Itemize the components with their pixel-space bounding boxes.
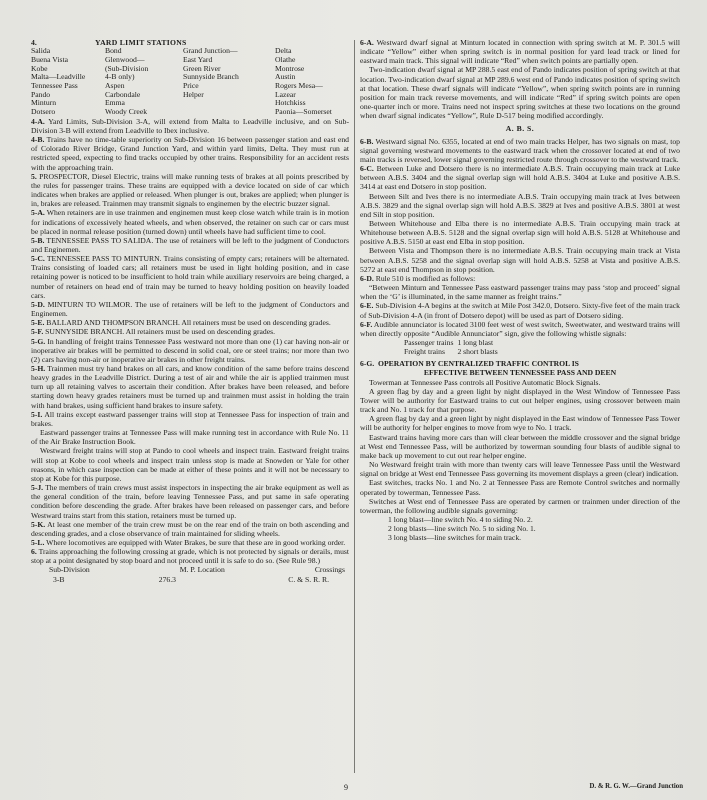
paragraph-text: Between Luke and Dotsero there is no intermediate A.B.S. Train occupying main track at Luke between A.B.S. 3404 and the signal overlap sign will hold A.B.S. 3404 at Luke and positive A.B.S. 3414 at east end Dotsero in stop position. bbox=[360, 164, 680, 192]
paragraph-text: TENNESSEE PASS TO SALIDA. The use of retainers will be left to the judgment of Conductors and Enginemen. bbox=[31, 235, 349, 254]
whistle-train-type: Freight trains bbox=[404, 347, 445, 357]
paragraph bbox=[31, 208, 349, 235]
paragraph-label: 5-A. bbox=[31, 208, 45, 218]
paragraph-label: 5-J. bbox=[31, 483, 44, 493]
yard-station: Minturn bbox=[31, 98, 57, 108]
yard-station: Lazear bbox=[275, 89, 296, 99]
paragraph-label: 6-B. bbox=[360, 136, 374, 146]
yard-station: Aspen bbox=[105, 80, 125, 90]
whistle-train-type: Passenger trains bbox=[404, 338, 454, 347]
yard-station: Green River bbox=[183, 63, 221, 73]
paragraph bbox=[31, 337, 349, 364]
yard-station: Tennessee Pass bbox=[31, 80, 78, 90]
paragraph-text: At least one member of the train crew must be on the rear end of the train on both ascending and descending grades, and a close observance of train maintained for sliding wheels. bbox=[31, 519, 349, 538]
yard-station: Rogers Mesa— bbox=[275, 80, 323, 90]
yard-limit-title: YARD LIMIT STATIONS bbox=[95, 38, 187, 47]
yard-station: Glenwood— bbox=[105, 54, 145, 64]
yard-station: Dotsero bbox=[31, 107, 56, 117]
paragraph-label: 6-D. bbox=[360, 273, 374, 283]
ctc-blast-item: 2 long blasts—line switch No. 5 to siding No. 1. bbox=[388, 524, 536, 534]
yard-station: Bond bbox=[105, 46, 122, 56]
yard-limit-stations-table bbox=[31, 47, 349, 117]
abs-heading: A. B. S. bbox=[505, 124, 535, 134]
paragraph bbox=[360, 65, 680, 120]
paragraph bbox=[31, 300, 349, 318]
paragraph bbox=[31, 236, 349, 254]
paragraph-label: 6-F. bbox=[360, 319, 373, 329]
whistle-signals-table bbox=[404, 338, 502, 356]
yard-station: Malta—Leadville bbox=[31, 72, 86, 82]
ctc-blast-list bbox=[360, 515, 680, 542]
ctc-paragraph: No Westward freight train with more than twenty cars will leave Tennessee Pass until the Westward signal on bridge at West end Tennessee Pass governing its movement displays a green (clear) indication. bbox=[360, 460, 680, 479]
paragraph-text: Trains approaching the following crossing at grade, which is not protected by signals or derails, must stop at a point designated by stop board and not proceed until it is safe to do so. (See Rule 98.) bbox=[31, 547, 349, 566]
ctc-heading bbox=[360, 359, 680, 368]
paragraph bbox=[360, 219, 680, 246]
yard-station: Montrose bbox=[275, 63, 305, 73]
right-column bbox=[360, 38, 680, 542]
ctc-paragraph: Eastward trains having more cars than will clear between the middle crossover and the signal bridge at West end Tennessee Pass, will be authorized by towerman sounding four blasts of audible signal to make back up movement to cut out rear helper engine. bbox=[360, 432, 680, 460]
paragraph-label: 5-B. bbox=[31, 235, 45, 245]
paragraph-text: PROSPECTOR, Diesel Electric, trains will make running tests of brakes at all points prescribed by the rules for passenger trains. These trains are equipped with a device located on side of car which indicates when brakes are applied or released. When plunger is out, brakes are applied; when plunger is in, brakes are released. Trainmen may transmit signals to enginemen by the electric buzzer signal. bbox=[31, 171, 349, 209]
paragraph-label: 6-E. bbox=[360, 301, 374, 311]
paragraph-text: Rule 510 is modified as follows: bbox=[375, 273, 476, 283]
paragraph-text: All trains except eastward passenger trains will stop at Tennessee Pass for inspection of train and brakes. bbox=[31, 409, 349, 428]
paragraph-label: 6-C. bbox=[360, 164, 374, 174]
yard-station: Woody Creek bbox=[105, 107, 148, 117]
paragraph-text: Between Vista and Thompson there is no intermediate A.B.S. Train occupying main track at Vista between A.B.S. 5258 and the signal overlap sign will hold A.B.S. 5258 at Vista and positive A.B.S. 5272 at east end Thompson in stop position. bbox=[360, 246, 680, 274]
paragraph bbox=[360, 192, 680, 219]
yard-station: (Sub-Division bbox=[105, 63, 149, 73]
paragraph-label: 5-F. bbox=[31, 327, 44, 337]
yard-station: 4-B only) bbox=[105, 72, 135, 82]
paragraph-text: TENNESSEE PASS TO MINTURN. Trains consisting of empty cars; retainers will be alternated. Trains consisting of loaded cars; all retainers must be used in light holding position, and in case retaining power is noticed to be insufficient to hold train while auxiliary reservoirs are being charged, a number of retainers on head end of train may be turned to heavy holding position on heavily loaded cars. bbox=[31, 254, 349, 300]
paragraph-text: Trains have no time-table superiority on Sub-Division 16 between passenger station and east end of Colorado River Bridge, Grand Junction Yard, and within yard limits, Delta. They must run at restricted speed, expecting to find tracks occupied by other trains. Responsibility for an accident rests with the approaching train. bbox=[31, 135, 349, 172]
crossing-header-crossings: Crossings bbox=[314, 565, 345, 575]
crossing-mp: 276.3 bbox=[158, 574, 176, 584]
ctc-section bbox=[360, 359, 680, 542]
paragraph bbox=[31, 483, 349, 520]
paragraph bbox=[31, 446, 349, 483]
paragraph-text: Two-indication dwarf signal at MP 288.5 east end of Pando indicates position of spring switch at that location. Two-indication dwarf signal at MP 289.6 west end of Pando indicates position of spring switch at that location. These dwarf signals will indicate “Yellow”, when spring switch points are in running position for main track reverse movements, and will indicate “Red” if spring switch points are open one-quarter inch or more. Trains need not inspect spring switches at these two locations on the ground when dwarf signal indicates “Yellow”, Rule D-517 being modified accordingly. bbox=[360, 65, 680, 121]
paragraph bbox=[31, 520, 349, 538]
yard-station: Hotchkiss bbox=[275, 98, 306, 108]
paragraph bbox=[31, 318, 349, 327]
yard-station bbox=[183, 108, 275, 117]
ctc-paragraph: Towerman at Tennessee Pass controls all Positive Automatic Block Signals. bbox=[369, 377, 601, 387]
paragraph-text: BALLARD AND THOMPSON BRANCH. All retainers must be used on descending grades. bbox=[46, 318, 331, 328]
paragraph-text: The members of train crews must assist inspectors in inspecting the air brake equipment as well as the general condition of the train, before leaving Tennessee Pass, and put same in safe operating condition before descending the grade. After brakes have been released on passenger cars, and before Westward trains start from this station, retainers must be turned up. bbox=[31, 483, 349, 520]
column-divider bbox=[354, 40, 355, 773]
yard-station: Grand Junction— bbox=[183, 46, 238, 56]
paragraph bbox=[31, 117, 349, 135]
paragraph-text: “Between Minturn and Tennessee Pass eastward passenger trains may pass ‘stop and proceed’ signal when the ‘G’ is illuminated, in the same manner as freight trains.” bbox=[360, 283, 680, 302]
yard-station: Kobe bbox=[31, 63, 48, 73]
ctc-paragraph: A green flag by day and a green light by night displayed in the East window of Tennessee Pass Tower will be authority for helper engines to move from wye to No. 1 track. bbox=[360, 414, 680, 433]
ctc-title-line1: OPERATION BY CENTRALIZED TRAFFIC CONTROL IS bbox=[378, 359, 579, 369]
right-paragraphs-a bbox=[360, 38, 680, 120]
paragraph-text: Trainmen must try hand brakes on all cars, and know condition of the same before trains descend heavy grades in the Leadville District. During a test of air and while the air is applied trainmen must turn up all retaining valves to ascertain their condition. After brakes have been released, and before starting down heavy grades retainers must be turned up and trainmen must assist in holding the train with hand brakes, using sufficient hand brakes to insure safety. bbox=[31, 364, 349, 410]
paragraph bbox=[360, 38, 680, 65]
paragraph-text: Where locomotives are equipped with Water Brakes, be sure that these are in good working order. bbox=[46, 537, 346, 547]
section-number: 4. bbox=[31, 38, 37, 47]
paragraph bbox=[31, 254, 349, 300]
crossing-values bbox=[31, 575, 349, 584]
paragraph-label: 5-L. bbox=[31, 537, 45, 547]
ctc-paragraph: East switches, tracks No. 1 and No. 2 at Tennessee Pass are Remote Control switches and normally operated by towerman, Tennessee Pass. bbox=[360, 478, 680, 497]
whistle-row bbox=[404, 338, 502, 347]
yard-station: Sunnyside Branch bbox=[183, 72, 239, 82]
paragraph-text: In handling of freight trains Tennessee Pass westward not more than one (1) car having non-air or inoperative air brakes will be permitted to descend in solid coal, ore or steel trains; nor more than two (2) cars having non-air or inoperative air brakes in other freight trains. bbox=[31, 336, 349, 364]
right-paragraphs-b bbox=[360, 137, 680, 338]
paragraph-text: Westward freight trains will stop at Pando to cool wheels and inspect train. Eastward freight trains will stop at Kobe to cool wheels and inspect train unless stop is made at Snowden or Yale for other reasons, in which case inspection can be made at either of these points and it will not be necessary to stop at Kobe for this purpose. bbox=[31, 446, 349, 483]
crossing-header-subdivision: Sub-Division bbox=[49, 565, 90, 575]
paragraph-text: SUNNYSIDE BRANCH. All retainers must be used on descending grades. bbox=[45, 327, 275, 337]
crossing-headers bbox=[31, 565, 349, 574]
yard-station: Olathe bbox=[275, 54, 296, 64]
paragraph-label: 5-E. bbox=[31, 318, 45, 328]
whistle-signal: 2 short blasts bbox=[457, 347, 498, 357]
paragraph bbox=[31, 135, 349, 172]
paragraph bbox=[360, 137, 680, 164]
yard-station: Pando bbox=[31, 89, 51, 99]
paragraph-label: 5-I. bbox=[31, 409, 43, 419]
paragraph bbox=[360, 283, 680, 301]
paragraph-text: Sub-Division 4-A begins at the switch at Mile Post 342.0, Dotsero. Sixty-five feet of the main track of Sub-Division 4-A (in front of Dotsero depot) will be used as part of Dotsero siding. bbox=[360, 301, 680, 320]
ctc-paragraphs bbox=[360, 378, 680, 515]
ctc-title-line2: EFFECTIVE BETWEEN TENNESSEE PASS AND DEEN bbox=[423, 368, 617, 378]
yard-station: Paonia—Somerset bbox=[275, 107, 332, 117]
paragraph-text: Westward dwarf signal at Minturn located in connection with spring switch at M. P. 301.5 will indicate “Yellow” either when spring switch is in normal position for yard lead track or lined for eastward main track. This signal will indicate “Red” when switch points are partially open. bbox=[360, 38, 680, 66]
paragraph-label: 5-C. bbox=[31, 254, 45, 264]
paragraph bbox=[360, 164, 680, 191]
yard-station: Price bbox=[183, 80, 199, 90]
crossing-header-mp: M. P. Location bbox=[179, 565, 225, 575]
paragraph bbox=[31, 172, 349, 209]
paragraph-label: 5-H. bbox=[31, 364, 46, 373]
yard-station: Delta bbox=[275, 46, 292, 56]
paragraph-text: MINTURN TO WILMOR. The use of retainers will be left to the judgment of Conductors and Enginemen. bbox=[31, 299, 349, 319]
paragraph-text: Westward signal No. 6355, located at end of two main tracks Helper, has two signals on mast, top signal governing westward movements to the eastward track when the crossover located at end of two main tracks is reversed, lower signal governing restricted route through crossover to the westward track. bbox=[360, 136, 681, 164]
paragraph bbox=[31, 410, 349, 428]
paragraph bbox=[360, 274, 680, 283]
paragraph bbox=[31, 538, 349, 547]
left-column bbox=[31, 38, 349, 584]
paragraph-text: When retainers are in use trainmen and enginemen must keep close watch while train is in motion for indications of excessively heated wheels, and when observed, the retainer on such car or cars must be placed in normal release position (turned down) until wheels have had sufficient time to cool. bbox=[31, 208, 349, 236]
paragraph bbox=[360, 320, 680, 338]
ctc-blast-item: 3 long blasts—line switches for main track. bbox=[388, 533, 522, 543]
left-paragraphs bbox=[31, 117, 349, 566]
paragraph-label: 6-A. bbox=[360, 38, 374, 47]
yard-station: Austin bbox=[275, 72, 296, 82]
yard-station: Salida bbox=[31, 46, 51, 56]
paragraph-label: 6. bbox=[31, 547, 37, 557]
paragraph-label: 5-K. bbox=[31, 519, 46, 529]
paragraph-text: Yard Limits, Sub-Division 3-A, will extend from Malta to Leadville inclusive, and on Sub-Division 3-B will extend from Leadville to Ibex inclusive. bbox=[31, 116, 349, 135]
ctc-label: 6-G. bbox=[360, 359, 375, 369]
yard-station: Carbondale bbox=[105, 89, 141, 99]
paragraph bbox=[31, 327, 349, 336]
whistle-row bbox=[404, 347, 502, 356]
ctc-paragraph: Switches at West end of Tennessee Pass are operated by carmen or trainmen under direction of the towerman, the following audible signals governing: bbox=[360, 496, 680, 515]
paragraph-label: 5-D. bbox=[31, 299, 45, 309]
page-number: 9 bbox=[344, 783, 348, 792]
yard-station: Buena Vista bbox=[31, 54, 68, 64]
paragraph-text: Audible annunciator is located 3100 feet west of west switch, Sweetwater, and westward trains will when directly opposite “Audible Annunciator” sign, give the following whistle signals: bbox=[360, 319, 680, 338]
paragraph-text: Eastward passenger trains at Tennessee Pass will make running test in accordance with Rule No. 11 of the Air Brake Instruction Book. bbox=[31, 428, 349, 447]
crossing-subdivision: 3-B bbox=[53, 574, 65, 584]
crossing-name: C. & S. R. R. bbox=[288, 574, 329, 584]
printer-imprint: D. & R. G. W.—Grand Junction bbox=[589, 783, 683, 790]
yard-station bbox=[183, 99, 275, 108]
whistle-signal: 1 long blast bbox=[457, 338, 494, 347]
paragraph-text: Between Whitehouse and Elba there is no intermediate A.B.S. Train occupying main track at Whitehouse between A.B.S. 5128 and the signal overlap sign will hold A.B.S. 5128 at Whitehouse and positive A.B.S. 5150 at east end Elba in stop position. bbox=[360, 218, 680, 247]
paragraph bbox=[31, 364, 349, 410]
paragraph-label: 4-A. bbox=[31, 116, 45, 126]
paragraph-label: 5-G. bbox=[31, 336, 46, 346]
paragraph bbox=[360, 246, 680, 273]
paragraph-label: 4-B. bbox=[31, 135, 45, 145]
paragraph bbox=[31, 428, 349, 446]
ctc-blast-item: 1 long blast—line switch No. 4 to siding No. 2. bbox=[388, 514, 533, 524]
paragraph-label: 5. bbox=[31, 171, 37, 181]
yard-station: Emma bbox=[105, 98, 125, 108]
yard-row bbox=[31, 108, 349, 117]
paragraph-text: Between Silt and Ives there is no intermediate A.B.S. Train occupying main track at Ives between A.B.S. 3829 and the signal overlap sign will hold A.B.S. 3829 at Ives and positive A.B.S. 3801 at west end Silt in stop position. bbox=[360, 191, 680, 219]
yard-station: East Yard bbox=[183, 54, 213, 64]
paragraph bbox=[31, 547, 349, 565]
yard-station: Helper bbox=[183, 89, 204, 99]
paragraph bbox=[360, 301, 680, 319]
ctc-paragraph: A green flag by day and a green light by night displayed in the West Window of Tennessee Pass Tower will be authority for Eastward trains to cut out helper engines, using crossover between main track and No. 1 track for that purpose. bbox=[360, 386, 680, 415]
